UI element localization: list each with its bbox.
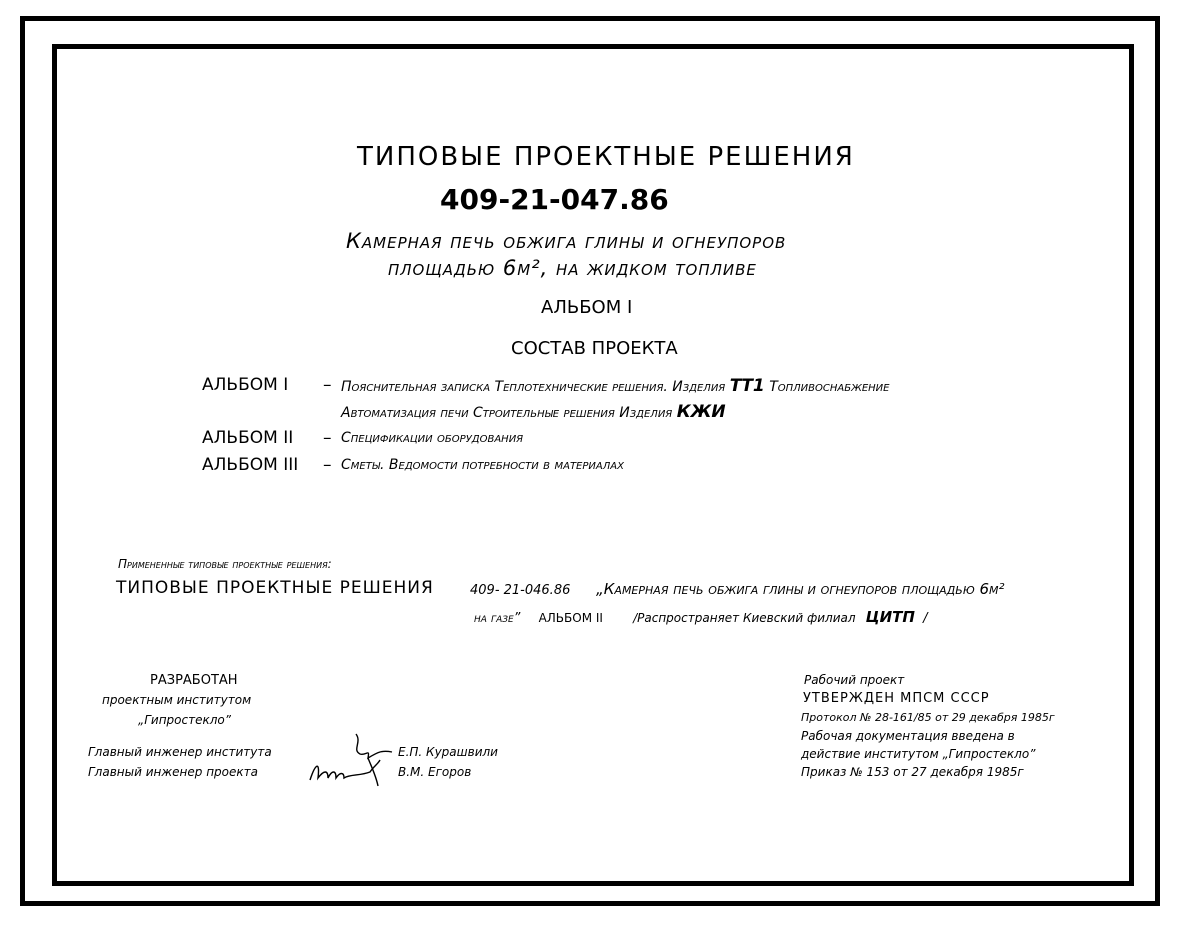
applied-gas: на газе” bbox=[474, 611, 521, 626]
composition-row-label: АЛЬБОМ III bbox=[202, 455, 299, 475]
applied-slash: / bbox=[923, 611, 928, 626]
composition-row-text bbox=[341, 404, 726, 421]
applied-name-line2 bbox=[474, 610, 927, 625]
composition-row-bold: ТТ1 bbox=[729, 376, 765, 396]
developed-heading: РАЗРАБОТАН bbox=[150, 673, 238, 688]
signature-egorov bbox=[306, 756, 386, 786]
composition-heading: СОСТАВ ПРОЕКТА bbox=[511, 338, 678, 359]
applied-caption: Примененные типовые проектные решения: bbox=[118, 557, 332, 571]
composition-row-text1: Автоматизация печи Строительные решения Изделия bbox=[341, 405, 677, 421]
approved-line1: Рабочий проект bbox=[804, 673, 905, 687]
approved-line4: Рабочая документация введена в bbox=[801, 729, 1015, 743]
applied-citp: ЦИТП bbox=[865, 608, 915, 626]
chief-engineer-institute: Главный инженер института bbox=[88, 745, 272, 759]
title-subtitle-line2: площадью 6м², на жидком топливе bbox=[388, 256, 757, 280]
composition-row-dash: – bbox=[323, 455, 332, 475]
chief-engineer-project: Главный инженер проекта bbox=[88, 765, 258, 779]
signatory-name-1: Е.П. Курашвили bbox=[398, 745, 498, 759]
developed-line1: проектным институтом bbox=[102, 693, 252, 707]
composition-row-text bbox=[341, 378, 890, 395]
title-subtitle-line1: Камерная печь обжига глины и огнеупоров bbox=[346, 229, 787, 253]
composition-row-text: Спецификации оборудования bbox=[341, 430, 524, 446]
composition-row-label: АЛЬБОМ II bbox=[202, 428, 294, 448]
composition-row-text2: Топливоснабжение bbox=[764, 379, 890, 395]
composition-row-text1: Пояснительная записка Теплотехнические решения. Изделия bbox=[341, 379, 730, 395]
composition-row-bold: КЖИ bbox=[676, 402, 726, 422]
title-album: АЛЬБОМ I bbox=[541, 297, 633, 318]
applied-code: 409- 21-046.86 bbox=[470, 583, 571, 598]
composition-row-dash: – bbox=[323, 428, 332, 448]
title-main: ТИПОВЫЕ ПРОЕКТНЫЕ РЕШЕНИЯ bbox=[357, 142, 855, 172]
approved-line5: действие институтом „Гипростекло” bbox=[801, 747, 1036, 761]
applied-label: ТИПОВЫЕ ПРОЕКТНЫЕ РЕШЕНИЯ bbox=[116, 578, 434, 598]
signatory-name-2: В.М. Егоров bbox=[398, 765, 472, 779]
title-code: 409-21-047.86 bbox=[440, 183, 669, 216]
composition-row-text: Сметы. Ведомости потребности в материалах bbox=[341, 457, 624, 473]
approved-line2: УТВЕРЖДЕН МПСМ СССР bbox=[803, 691, 990, 706]
composition-row-label: АЛЬБОМ I bbox=[202, 375, 289, 395]
applied-name-line1: „Камерная печь обжига глины и огнеупоров площадью 6м² bbox=[596, 580, 1005, 598]
composition-row-dash: – bbox=[323, 375, 332, 395]
approved-line3: Протокол № 28-161/85 от 29 декабря 1985г bbox=[801, 711, 1055, 724]
applied-album: АЛЬБОМ II bbox=[538, 611, 603, 625]
approved-line6: Приказ № 153 от 27 декабря 1985г bbox=[801, 765, 1024, 779]
developed-line2: „Гипростекло” bbox=[138, 713, 231, 727]
applied-distributor: /Распространяет Киевский филиал bbox=[633, 611, 856, 625]
